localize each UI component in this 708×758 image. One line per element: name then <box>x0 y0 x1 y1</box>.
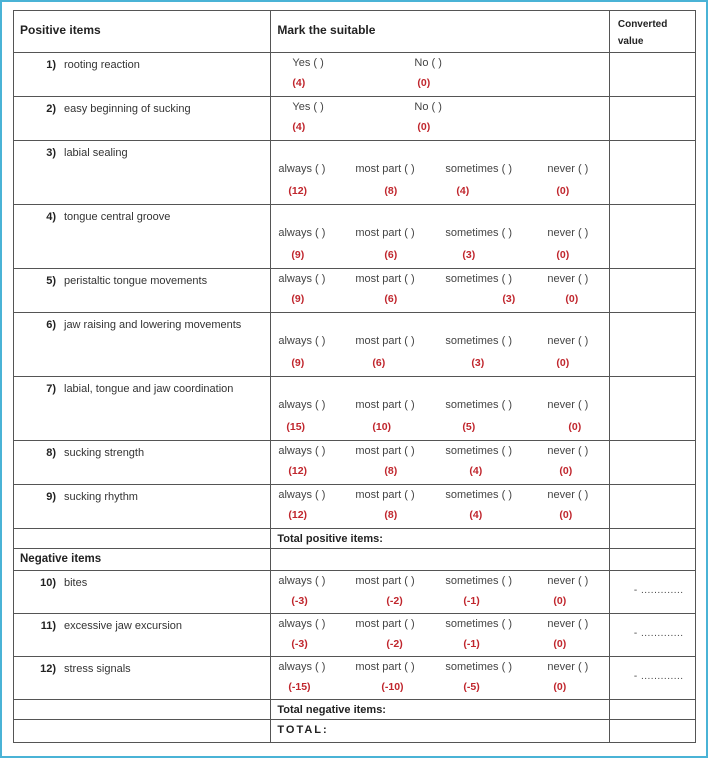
score-label: (-5) <box>463 681 480 693</box>
no-option[interactable]: No ( ) <box>414 101 442 113</box>
table-row <box>14 97 696 141</box>
table-row <box>14 269 696 313</box>
score-label: (4) <box>292 77 306 89</box>
score-label: (-15) <box>288 681 311 693</box>
most-part-option[interactable]: most part ( ) <box>355 489 415 501</box>
always-option[interactable]: always ( ) <box>278 445 326 457</box>
mark-cell <box>271 53 609 97</box>
header-positive-items: Positive items <box>14 11 271 53</box>
total-negative-label: Total negative items: <box>271 700 609 720</box>
table-row <box>14 485 696 529</box>
score-label: (-2) <box>386 638 403 650</box>
always-option[interactable]: always ( ) <box>278 163 326 175</box>
sometimes-option[interactable]: sometimes ( ) <box>445 618 512 630</box>
always-option[interactable]: always ( ) <box>278 661 326 673</box>
never-option[interactable]: never ( ) <box>547 163 589 175</box>
score-label: (5) <box>462 421 476 433</box>
score-label: (0) <box>556 249 570 261</box>
total-positive-row <box>14 529 696 549</box>
negative-section-row <box>14 549 696 571</box>
score-label: (9) <box>291 357 305 369</box>
table-row <box>14 53 696 97</box>
score-label: (9) <box>291 249 305 261</box>
score-label: (-1) <box>463 595 480 607</box>
score-label: (4) <box>469 509 483 521</box>
score-label: (10) <box>372 421 392 433</box>
score-label: (8) <box>384 185 398 197</box>
converted-value-cell[interactable] <box>609 141 695 205</box>
mark-cell <box>271 205 609 269</box>
never-option[interactable]: never ( ) <box>547 575 589 587</box>
score-label: (3) <box>462 249 476 261</box>
sometimes-option[interactable]: sometimes ( ) <box>445 335 512 347</box>
no-option[interactable]: No ( ) <box>414 57 442 69</box>
always-option[interactable]: always ( ) <box>278 273 326 285</box>
sometimes-option[interactable]: sometimes ( ) <box>445 445 512 457</box>
total-negative-row <box>14 700 696 720</box>
grand-total-row <box>14 720 696 743</box>
table-row <box>14 441 696 485</box>
sucking-assessment-table <box>13 10 696 743</box>
never-option[interactable]: never ( ) <box>547 399 589 411</box>
table-row <box>14 571 696 614</box>
table-row <box>14 657 696 700</box>
mark-cell <box>271 657 609 700</box>
score-label: (6) <box>384 249 398 261</box>
table-header-row <box>14 11 696 53</box>
item-label: 7) labial, tongue and jaw coordination <box>14 377 271 441</box>
mark-cell <box>271 313 609 377</box>
always-option[interactable]: always ( ) <box>278 227 326 239</box>
table-row <box>14 141 696 205</box>
converted-value-cell[interactable] <box>609 441 695 485</box>
never-option[interactable]: never ( ) <box>547 227 589 239</box>
never-option[interactable]: never ( ) <box>547 273 589 285</box>
score-label: (0) <box>565 293 579 305</box>
converted-value-cell[interactable] <box>609 720 695 743</box>
item-label: 11) excessive jaw excursion <box>14 614 271 657</box>
item-label: 9) sucking rhythm <box>14 485 271 529</box>
score-label: (8) <box>384 509 398 521</box>
score-label: (0) <box>553 681 567 693</box>
item-label: 10) bites <box>14 571 271 614</box>
item-label: 8) sucking strength <box>14 441 271 485</box>
converted-value-cell[interactable] <box>609 313 695 377</box>
score-label: (0) <box>553 638 567 650</box>
total-positive-label: Total positive items: <box>271 529 609 549</box>
header-mark-suitable: Mark the suitable <box>271 11 609 53</box>
item-label: 12) stress signals <box>14 657 271 700</box>
score-label: (12) <box>288 465 308 477</box>
mark-cell <box>271 377 609 441</box>
converted-value-cell[interactable] <box>609 377 695 441</box>
mark-cell <box>271 441 609 485</box>
mark-cell <box>271 97 609 141</box>
header-converted-value: Converted value <box>609 11 695 53</box>
most-part-option[interactable]: most part ( ) <box>355 661 415 673</box>
converted-value-cell[interactable] <box>609 485 695 529</box>
table-row <box>14 377 696 441</box>
score-label: (4) <box>469 465 483 477</box>
mark-cell <box>271 141 609 205</box>
score-label: (8) <box>384 465 398 477</box>
sometimes-option[interactable]: sometimes ( ) <box>445 489 512 501</box>
score-label: (0) <box>559 509 573 521</box>
most-part-option[interactable]: most part ( ) <box>355 445 415 457</box>
most-part-option[interactable]: most part ( ) <box>355 227 415 239</box>
most-part-option[interactable]: most part ( ) <box>355 163 415 175</box>
converted-value-cell[interactable] <box>609 269 695 313</box>
score-label: (-2) <box>386 595 403 607</box>
score-label: (0) <box>559 465 573 477</box>
converted-value-cell[interactable] <box>609 205 695 269</box>
converted-value-cell[interactable]: - ............. <box>609 614 695 657</box>
score-label: (12) <box>288 509 308 521</box>
yes-option[interactable]: Yes ( ) <box>292 57 324 69</box>
score-label: (0) <box>556 357 570 369</box>
always-option[interactable]: always ( ) <box>278 489 326 501</box>
most-part-option[interactable]: most part ( ) <box>355 335 415 347</box>
never-option[interactable]: never ( ) <box>547 661 589 673</box>
always-option[interactable]: always ( ) <box>278 618 326 630</box>
sometimes-option[interactable]: sometimes ( ) <box>445 399 512 411</box>
score-label: (9) <box>291 293 305 305</box>
converted-value-cell[interactable] <box>609 529 695 549</box>
negative-items-heading: Negative items <box>14 549 271 571</box>
score-label: (0) <box>417 77 431 89</box>
most-part-option[interactable]: most part ( ) <box>355 399 415 411</box>
never-option[interactable]: never ( ) <box>547 335 589 347</box>
score-label: (0) <box>556 185 570 197</box>
sometimes-option[interactable]: sometimes ( ) <box>445 273 512 285</box>
sometimes-option[interactable]: sometimes ( ) <box>445 163 512 175</box>
score-label: (-3) <box>291 595 308 607</box>
mark-cell <box>271 269 609 313</box>
table-row <box>14 313 696 377</box>
score-label: (3) <box>471 357 485 369</box>
score-label: (-3) <box>291 638 308 650</box>
sometimes-option[interactable]: sometimes ( ) <box>445 575 512 587</box>
never-option[interactable]: never ( ) <box>547 618 589 630</box>
score-label: (0) <box>417 121 431 133</box>
most-part-option[interactable]: most part ( ) <box>355 618 415 630</box>
score-label: (-1) <box>463 638 480 650</box>
never-option[interactable]: never ( ) <box>547 445 589 457</box>
score-label: (-10) <box>381 681 404 693</box>
converted-value-cell[interactable]: - ............. <box>609 571 695 614</box>
mark-cell <box>271 571 609 614</box>
table-row <box>14 614 696 657</box>
table-row <box>14 205 696 269</box>
item-label: 6) jaw raising and lowering movements <box>14 313 271 377</box>
item-label: 1) rooting reaction <box>14 53 271 97</box>
converted-value-cell[interactable] <box>609 97 695 141</box>
always-option[interactable]: always ( ) <box>278 575 326 587</box>
score-label: (6) <box>372 357 386 369</box>
always-option[interactable]: always ( ) <box>278 399 326 411</box>
score-label: (0) <box>568 421 582 433</box>
grand-total-label: TOTAL: <box>271 720 609 743</box>
score-label: (6) <box>384 293 398 305</box>
converted-value-cell[interactable] <box>609 700 695 720</box>
yes-option[interactable]: Yes ( ) <box>292 101 324 113</box>
score-label: (12) <box>288 185 308 197</box>
item-label: 2) easy beginning of sucking <box>14 97 271 141</box>
most-part-option[interactable]: most part ( ) <box>355 273 415 285</box>
converted-value-cell[interactable] <box>609 53 695 97</box>
mark-cell <box>271 614 609 657</box>
score-label: (4) <box>456 185 470 197</box>
converted-value-cell[interactable]: - ............. <box>609 657 695 700</box>
most-part-option[interactable]: most part ( ) <box>355 575 415 587</box>
score-label: (0) <box>553 595 567 607</box>
mark-cell <box>271 485 609 529</box>
sometimes-option[interactable]: sometimes ( ) <box>445 227 512 239</box>
item-label: 5) peristaltic tongue movements <box>14 269 271 313</box>
score-label: (4) <box>292 121 306 133</box>
sometimes-option[interactable]: sometimes ( ) <box>445 661 512 673</box>
score-label: (15) <box>286 421 306 433</box>
score-label: (3) <box>502 293 516 305</box>
always-option[interactable]: always ( ) <box>278 335 326 347</box>
never-option[interactable]: never ( ) <box>547 489 589 501</box>
item-label: 4) tongue central groove <box>14 205 271 269</box>
item-label: 3) labial sealing <box>14 141 271 205</box>
